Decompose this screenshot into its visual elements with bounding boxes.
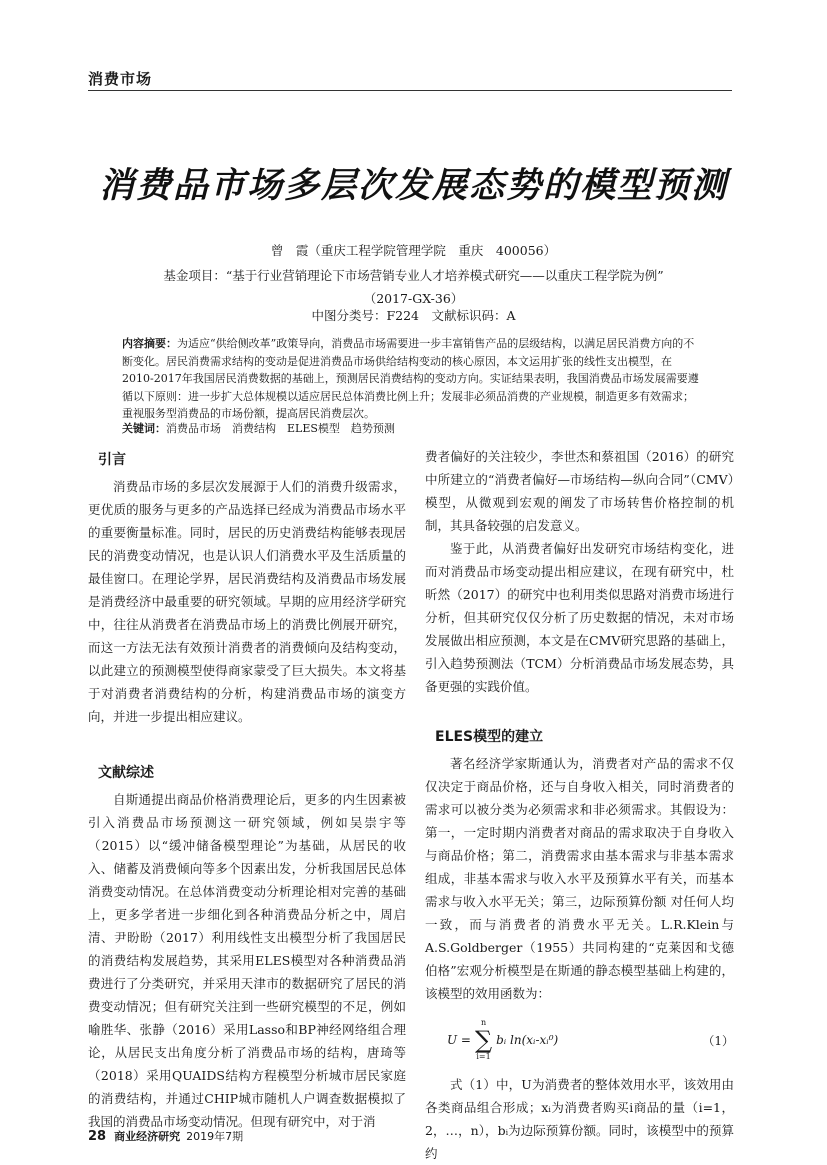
abstract-label: 内容摘要：: [122, 337, 177, 350]
fund-number: （2017-GX-36）: [363, 291, 464, 306]
literature-paragraph: 自斯通提出商品价格消费理论后，更多的内生因素被引入消费品市场预测这一研究领域，例如吴崇宇等（2015）以“缓冲储备模型理论”为基础，从居民的收入、储蓄及消费倾向等多个因素出发，分析我国居民总体消费变动情况。在总体消费变动分析理论相对完善的基础上，更多学者进一步细化到各种消费品分析之中，周启清、尹盼盼（2017）利用线性支出模型分析了我国居民的消费结构发展趋势，其采用ELES模型对各种消费品消费进行了分类研究，并采用天津市的数据研究了居民的消费变动情况；但有研究关注到一些研究模型的不足，例如喻胜华、张静（2016）采用Lasso和BP神经网络组合理论，从居民支出角度分析了消费品市场的结构，唐琦等（2018）采用QUAIDS结构方程模型分析城市居民家庭的消费结构，并通过CHIP城市随机人户调查数据模拟了我国的消费品市场变动情况。但现有研究中，对于消: [88, 792, 406, 1129]
literature-heading: 文献综述: [98, 765, 154, 781]
continued-paragraph: 费者偏好的关注较少，李世杰和蔡祖国（2016）的研究中所建立的“消费者偏好—市场结构—纵向合同”（CMV）模型，从微观到宏观的阐发了市场转售价格控制的机制，其具备较强的启发意义。: [425, 449, 734, 533]
formula-expression: [447, 1018, 558, 1062]
summation-icon: n ∑ i=1: [474, 1018, 493, 1061]
abstract: [122, 335, 700, 423]
intro-paragraph: 消费品市场的多层次发展源于人们的消费升级需求，更优质的服务与更多的产品选择已经成为消费品市场水平的重要衡量标准。同时，居民的历史消费结构能够表现居民的消费变动情况，也是认识人们消费水平及生活质量的最佳窗口。在理论学界，居民消费结构及消费品市场发展是消费经济中最重要的研究领域。早期的应用经济学研究中，往往从消费者在消费品市场上的消费比例展开研究，而这一方法无法有效预计消费者的消费倾向及结构变动，以此建立的预测模型使得商家蒙受了巨大损失。本文将基于对消费者消费结构的分析，构建消费品市场的演变方向，并进一步提出相应建议。: [88, 479, 406, 724]
header-rule: [88, 90, 732, 91]
journal-name: 商业经济研究: [114, 1130, 181, 1143]
right-column: [425, 445, 734, 1165]
page-number: 28: [88, 1129, 107, 1144]
approach-paragraph: 鉴于此，从消费者偏好出发研究市场结构变化，进而对消费品市场变动提出相应建议，在现有研究中，杜昕然（2017）的研究中也利用类似思路对消费市场进行分析，但其研究仅仅分析了历史数据的情况，未对市场发展做出相应预测，本文是在CMV研究思路的基础上，引入趋势预测法（TCM）分析消费品市场发展态势，具备更强的实践价值。: [425, 541, 734, 694]
formula-explanation: 式（1）中，U为消费者的整体效用水平，该效用由各类商品组合形成；xᵢ为消费者购买i商品的量（i=1，2，…，n），bᵢ为边际预算份额。同时，该模型中的预算约: [425, 1077, 734, 1161]
abstract-text: 为适应“供给侧改革”政策导向，消费品市场需要进一步丰富销售产品的层级结构，以满足居民消费方向的不断变化。居民消费需求结构的变动是促进消费品市场供给结构变动的核心原因，本文运用扩张的线性支出模型，在2010-2017年我国居民消费数据的基础上，预测居民消费结构的变动方向。实证结果表明，我国消费品市场发展需要遵循以下原则：进一步扩大总体规模以适应居民总体消费比例上升；发展非必须品消费的产业规模，制造更多有效需求；重视服务型消费品的市场份额，提高居民消费层次。: [122, 337, 699, 420]
issue-label: 2019年7期: [186, 1130, 244, 1143]
utility-formula: [425, 1011, 734, 1069]
sum-upper-limit: n: [480, 1018, 487, 1027]
formula-body: bᵢ ln(xᵢ-xᵢ⁰): [496, 1033, 559, 1047]
keywords-text: 消费品市场 消费结构 ELES模型 趋势预测: [166, 422, 395, 435]
formula-lhs: U =: [447, 1033, 471, 1047]
eles-heading: ELES模型的建立: [435, 729, 544, 745]
page-footer: [88, 1128, 243, 1144]
keywords: [122, 420, 700, 436]
classification-line: 中图分类号：F224 文献标识码：A: [311, 308, 516, 323]
article-title: 消费品市场多层次发展态势的模型预测: [98, 165, 728, 206]
formula-number: （1）: [702, 1033, 734, 1048]
keywords-label: 关键词：: [122, 422, 166, 435]
author-line: 曾 霞（重庆工程学院管理学院 重庆 400056）: [270, 243, 557, 258]
fund-line: 基金项目：“基于行业营销理论下市场营销专业人才培养模式研究——以重庆工程学院为例”: [163, 268, 664, 283]
left-column: [88, 449, 406, 1133]
section-tag: 消费市场: [88, 70, 153, 88]
eles-paragraph: 著名经济学家斯通认为，消费者对产品的需求不仅仅决定于商品价格，还与自身收入相关，同时消费者的需求可以被分类为必须需求和非必须需求。其假设为：第一，一定时期内消费者对商品的需求取决于自身收入与商品价格；第二，消费需求由基本需求与非基本需求组成，非基本需求与收入水平及预算水平有关，而基本需求与收入水平无关；第三，边际预算份额 对任何人均一致，而与消费者的消费水平无关。L.R.Klein与A.S.Goldberger（1955）共同构建的“克莱因和戈德伯格”宏观分析模型是在斯通的静态模型基础上构建的，该模型的效用函数为：: [425, 756, 734, 1001]
sum-lower-limit: i=1: [476, 1052, 491, 1061]
intro-heading: 引言: [98, 452, 126, 468]
